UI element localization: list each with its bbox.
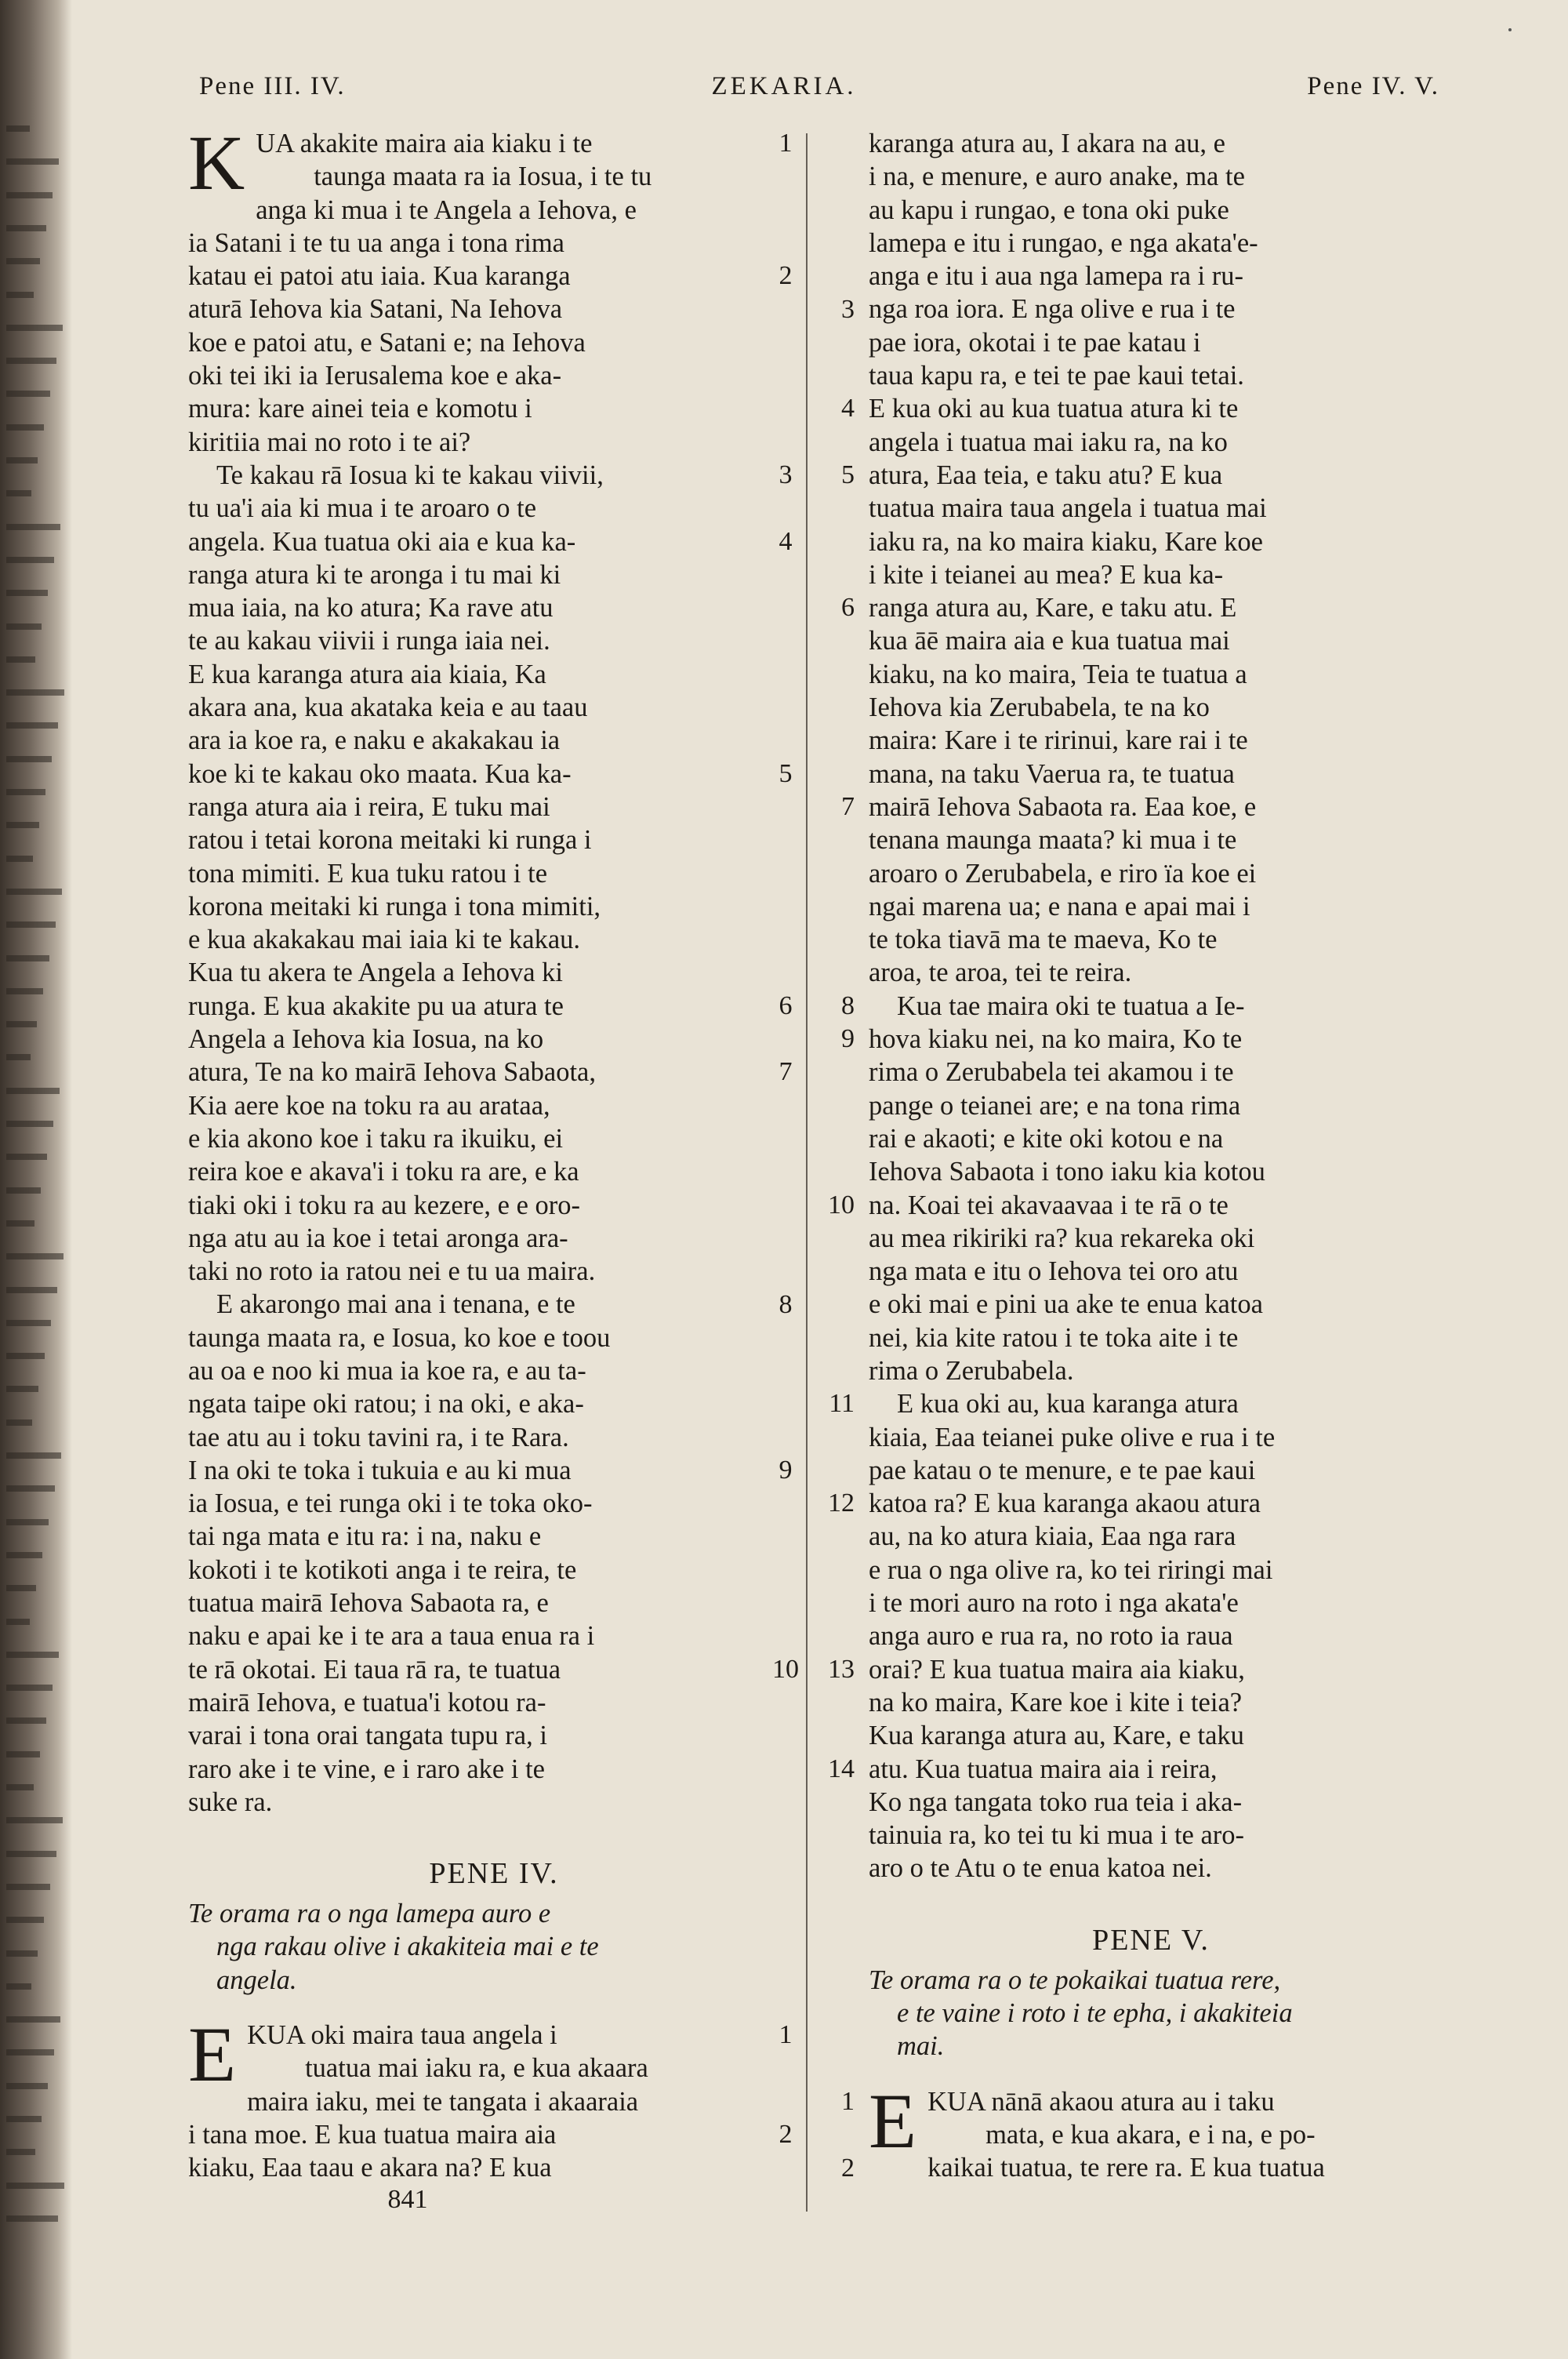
verse-number: 6 (841, 593, 855, 623)
text-line: e kia akono koe i taku ra ikuiku, ei (188, 1123, 564, 1154)
text-line: kiaku, Eaa taau e akara na? E kua (188, 2153, 552, 2183)
column-rule (806, 133, 808, 2212)
text-line: E kua karanga atura aia kiaia, Ka (188, 659, 546, 689)
verse-number: 10 (828, 1190, 855, 1219)
text-line: kaikai tuatua, te rere ra. E kua tuatua (927, 2153, 1325, 2183)
text-line: kiaku, na ko maira, Teia te tuatua a (869, 659, 1247, 689)
text-line: I na oki te toka i tukuia e au ki mua (188, 1455, 572, 1485)
text-line: runga. E kua akakite pu ua atura te (188, 990, 564, 1021)
text-line: tuatua mai iaku ra, e kua akaara (305, 2053, 648, 2084)
text-line: mura: kare ainei teia e komotu i (188, 394, 532, 424)
text-line: Ko nga tangata toko rua teia i aka- (869, 1787, 1243, 1817)
text-line: E kua oki au kua tuatua atura ki te (869, 394, 1239, 424)
text-line: taua kapu ra, e tei te pae kaui tetai. (869, 361, 1244, 391)
text-line: aroa, te aroa, tei te reira. (869, 958, 1132, 988)
text-line: te rā okotai. Ei taua rā ra, te tuatua (188, 1654, 561, 1685)
text-line-content: KUA nānā akaou atura au i taku (927, 2086, 1275, 2117)
text-line: naku e apai ke i te ara a taua enua ra i (188, 1621, 595, 1652)
text-line: nga rakau olive i akakiteia mai e te (216, 1932, 599, 1962)
text-line: akara ana, kua akataka keia e au taau (188, 692, 588, 723)
text-line: Iehova kia Zerubabela, te na ko (869, 692, 1210, 723)
verse-number: 9 (779, 1456, 793, 1485)
text-line: ranga atura au, Kare, e taku atu. E (869, 593, 1237, 623)
verse-number: 3 (841, 294, 855, 324)
text-line: Angela a Iehova kia Iosua, na ko (188, 1024, 544, 1055)
running-header-right: Pene IV. V. (1307, 72, 1439, 100)
text-line: mata, e kua akara, e i na, e po- (985, 2119, 1316, 2150)
text-line: kua āē maira aia e kua tuatua mai (869, 626, 1230, 656)
left-text-column (188, 119, 800, 2185)
text-line: rima o Zerubabela tei akamou i te (869, 1057, 1234, 1088)
verse-number: 5 (779, 758, 793, 788)
text-line: Kua karanga atura au, Kare, e taku (869, 1721, 1244, 1751)
verse-number: 2 (779, 261, 793, 291)
text-line: nga mata e itu o Iehova tei oro atu (869, 1256, 1239, 1287)
text-line: kokoti i te kotikoti anga i te reira, te (188, 1554, 577, 1585)
verse-number: 7 (779, 1057, 793, 1087)
text-line: tainuia ra, ko tei tu ki mua i te aro- (869, 1820, 1245, 1851)
running-header-left: Pene III. IV. (199, 72, 346, 100)
text-line: ngata taipe oki ratou; i na oki, e aka- (188, 1389, 584, 1419)
text-line: na ko maira, Kare koe i kite i teia? (869, 1687, 1243, 1717)
text-line: reira koe e akava'i i toku ra are, e ka (188, 1157, 579, 1187)
text-line: tai nga mata e itu ra: i na, naku e (188, 1521, 542, 1552)
text-line: rima o Zerubabela. (869, 1355, 1074, 1386)
text-line: tae atu au i toku tavini ra, i te Rara. (188, 1422, 569, 1452)
verse-number: 12 (828, 1488, 855, 1518)
verse-number: 8 (841, 990, 855, 1020)
text-line: koe ki te kakau oko maata. Kua ka- (188, 758, 572, 789)
text-line: ara ia koe ra, e naku e akakakau ia (188, 725, 561, 756)
text-line: aroaro o Zerubabela, e riro ïa koe ei (869, 858, 1257, 889)
drop-cap: E (869, 2077, 917, 2165)
text-line: Iehova Sabaota i tono iaku kia kotou (869, 1157, 1265, 1187)
text-line: raro ake i te vine, e i raro ake i te (188, 1754, 545, 1784)
text-line: i te mori auro na roto i nga akata'e (869, 1588, 1239, 1619)
verse-number: 10 (772, 1654, 799, 1684)
text-line: te au kakau viivii i runga iaia nei. (188, 626, 550, 656)
text-line: na. Koai tei akavaavaa i te rā o te (869, 1190, 1229, 1220)
text-line: taunga maata ra, e Iosua, ko koe e toou (188, 1322, 611, 1353)
text-line: e te vaine i roto i te epha, i akakiteia (897, 1998, 1293, 2029)
text-line: atura, Eaa teia, e taku atu? E kua (869, 460, 1223, 490)
text-line: au mea rikiriki ra? kua rekareka oki (869, 1223, 1255, 1253)
verse-number: 6 (779, 990, 793, 1020)
text-line: kiaia, Eaa teianei puke olive e rua i te (869, 1422, 1276, 1452)
text-line: katau ei patoi atu iaia. Kua karanga (188, 261, 571, 292)
text-line: ia Iosua, e tei runga oki i te toka oko- (188, 1488, 593, 1519)
text-line: rai e akaoti; e kite oki kotou e na (869, 1123, 1224, 1154)
text-line: aro o te Atu o te enua katoa nei. (869, 1853, 1212, 1884)
right-text-column (869, 127, 1433, 2185)
text-line: i kite i teianei au mea? E kua ka- (869, 559, 1224, 590)
text-line: au kapu i rungao, e tona oki puke (869, 194, 1229, 225)
verse-number: 8 (779, 1289, 793, 1319)
text-line: kiritiia mai no roto i te ai? (188, 427, 471, 457)
text-line: E akarongo mai ana i tenana, e te (216, 1289, 575, 1320)
text-line: pae katau o te menure, e te pae kaui (869, 1455, 1256, 1485)
drop-cap: K (188, 119, 245, 206)
verse-number: 2 (841, 2153, 855, 2183)
verse-number: 3 (779, 460, 793, 489)
text-line: nga roa iora. E nga olive e rua i te (869, 294, 1236, 325)
text-line: taunga maata ra ia Iosua, i te tu (314, 162, 652, 192)
running-header-title: ZEKARIA. (711, 72, 857, 100)
text-line: i tana moe. E kua tuatua maira aia (188, 2119, 557, 2150)
text-line: nga atu au ia koe i tetai aronga ara- (188, 1223, 568, 1253)
text-line: tuatua maira taua angela i tuatua mai (869, 493, 1267, 524)
text-line: tu ua'i aia ki mua i te aroaro o te (188, 493, 537, 524)
text-line: ia Satani i te tu ua anga i tona rima (188, 227, 564, 258)
text-line: mai. (897, 2031, 945, 2062)
verse-number: 9 (841, 1024, 855, 1054)
text-line: korona meitaki ki runga i tona mimiti, (188, 891, 601, 921)
text-line: E kua oki au, kua karanga atura (897, 1389, 1239, 1419)
text-line: orai? E kua tuatua maira aia kiaku, (869, 1654, 1245, 1685)
chapter-heading: PENE V. (1092, 1923, 1210, 1957)
text-line: ngai marena ua; e nana e apai mai i (869, 891, 1250, 921)
text-line: ranga atura aia i reira, E tuku mai (188, 791, 550, 822)
text-line: atura, Te na ko mairā Iehova Sabaota, (188, 1057, 596, 1088)
text-line: angela. Kua tuatua oki aia e kua ka- (188, 526, 576, 557)
text-line: ratou i tetai korona meitaki ki runga i (188, 825, 592, 856)
text-line: karanga atura au, I akara na au, e (869, 129, 1225, 158)
text-line: varai i tona orai tangata tupu ra, i (188, 1721, 547, 1751)
text-line-content: UA akakite maira aia kiaku i te (256, 129, 593, 158)
verse-number: 5 (841, 460, 855, 489)
text-line: ranga atura ki te aronga i tu mai ki (188, 559, 561, 590)
text-line: au, na ko atura kiaia, Eaa nga rara (869, 1521, 1236, 1552)
text-line-content: KUA oki maira taua angela i (247, 2020, 557, 2051)
chapter-heading: PENE IV. (429, 1857, 559, 1891)
text-line: koe e patoi atu, e Satani e; na Iehova (188, 327, 586, 358)
text-line: angela i tuatua mai iaku ra, na ko (869, 427, 1228, 457)
text-line: Te kakau rā Iosua ki te kakau viivii, (216, 460, 604, 490)
verse-number: 4 (841, 394, 855, 423)
text-line: Te orama ra o te pokaikai tuatua rere, (869, 1965, 1281, 1995)
text-line: tenana maunga maata? ki mua i te (869, 825, 1237, 856)
text-line: au oa e noo ki mua ia koe ra, e au ta- (188, 1355, 586, 1386)
text-line: Kia aere koe na toku ra au arataa, (188, 1090, 550, 1121)
text-line: nei, kia kite ratou i te toka aite i te (869, 1322, 1239, 1353)
text-line: pae iora, okotai i te pae katau i (869, 327, 1201, 358)
verse-number: 14 (828, 1754, 855, 1783)
text-line: anga auro e rua ra, no roto ia raua (869, 1621, 1233, 1652)
verse-number: 1 (779, 129, 793, 158)
text-line: Te orama ra o nga lamepa auro e (188, 1899, 551, 1929)
text-line: mana, na taku Vaerua ra, te tuatua (869, 758, 1235, 789)
text-line: te toka tiavā ma te maeva, Ko te (869, 925, 1218, 955)
text-line: tona mimiti. E kua tuku ratou i te (188, 858, 548, 889)
text-line: pange o teianei are; e na tona rima (869, 1090, 1241, 1121)
text-line: Kua tae maira oki te tuatua a Ie- (897, 990, 1245, 1021)
text-line: Kua tu akera te Angela a Iehova ki (188, 958, 563, 988)
verse-number: 2 (779, 2119, 793, 2149)
text-line: tiaki oki i toku ra au kezere, e e oro- (188, 1190, 581, 1220)
verse-number: 13 (828, 1654, 855, 1684)
text-line: e rua o nga olive ra, ko tei riringi mai (869, 1554, 1273, 1585)
text-line: tuatua mairā Iehova Sabaota ra, e (188, 1588, 549, 1619)
text-line: iaku ra, na ko maira kiaku, Kare koe (869, 526, 1263, 557)
verse-number: 1 (841, 2087, 855, 2116)
text-line: katoa ra? E kua karanga akaou atura (869, 1488, 1261, 1519)
text-line: atu. Kua tuatua maira aia i reira, (869, 1754, 1218, 1784)
text-line: e kua akakakau mai iaia ki te kakau. (188, 925, 581, 955)
text-line: hova kiaku nei, na ko maira, Ko te (869, 1024, 1243, 1055)
verse-number: 7 (841, 792, 855, 821)
text-line: oki tei iki ia Ierusalema koe e aka- (188, 361, 562, 391)
text-line: angela. (216, 1965, 297, 1995)
text-line: anga e itu i aua nga lamepa ra i ru- (869, 261, 1243, 292)
text-line: mairā Iehova, e tuatua'i kotou ra- (188, 1687, 546, 1717)
page-number: 841 (387, 2185, 428, 2214)
text-line: aturā Iehova kia Satani, Na Iehova (188, 294, 563, 325)
text-line: maira iaku, mei te tangata i akaaraia (247, 2086, 639, 2117)
verse-number: 11 (829, 1389, 855, 1419)
text-line: suke ra. (188, 1787, 273, 1817)
text-line: lamepa e itu i rungao, e nga akata'e- (869, 227, 1258, 258)
text-line: maira: Kare i te ririnui, kare rai i te (869, 725, 1248, 756)
verse-number: 4 (779, 526, 793, 556)
text-line: e oki mai e pini ua ake te enua katoa (869, 1289, 1263, 1320)
drop-cap: E (188, 2011, 237, 2099)
text-line: anga ki mua i te Angela a Iehova, e (256, 194, 637, 225)
text-line: mua iaia, na ko atura; Ka rave atu (188, 593, 554, 623)
text-line: i na, e menure, e auro anake, ma te (869, 162, 1245, 192)
text-line: taki no roto ia ratou nei e tu ua maira. (188, 1256, 596, 1287)
verse-number: 1 (779, 2020, 793, 2049)
text-line: mairā Iehova Sabaota ra. Eaa koe, e (869, 791, 1257, 822)
